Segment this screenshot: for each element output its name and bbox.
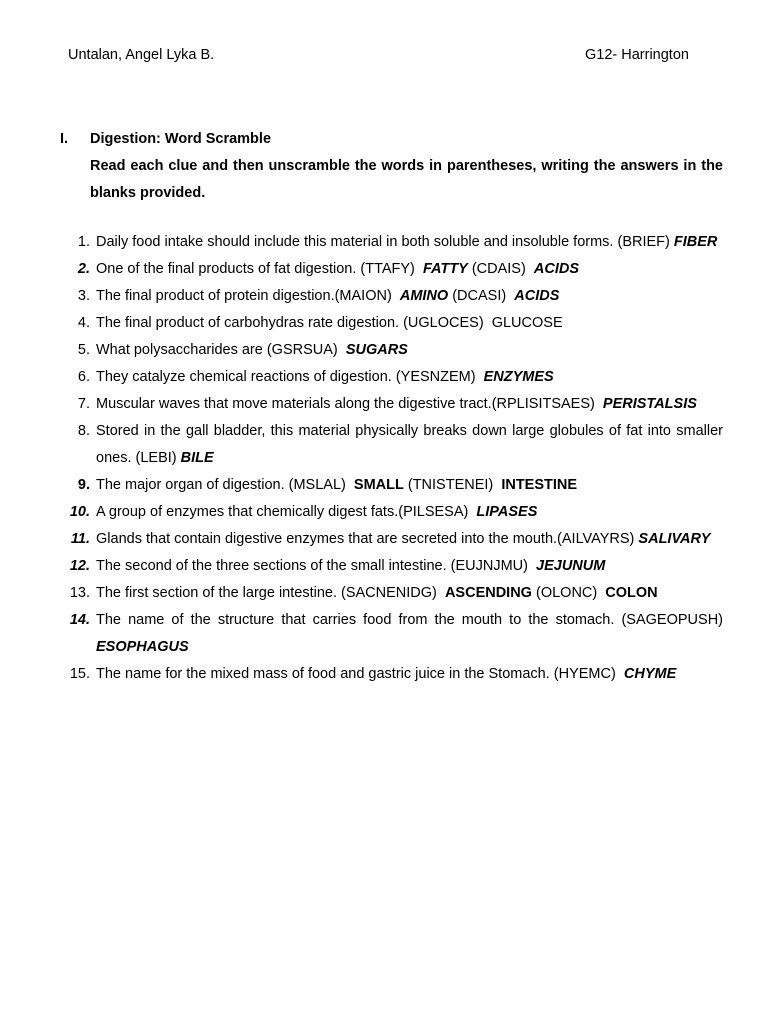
question-number: 6. [77, 369, 90, 385]
question-answer: ENZYMES [483, 369, 554, 385]
question-answer: SALIVARY [638, 531, 711, 547]
question-clue: The second of the three sections of the small intestine. (EUJNJMU) [96, 558, 528, 574]
question-item [60, 607, 723, 661]
question-number: 12. [69, 558, 90, 574]
question-answer: CHYME [623, 666, 677, 682]
question-scramble: (DCASI) [452, 288, 507, 304]
question-clue: Daily food intake should include this material in both soluble and insoluble forms. (BRIEF) [96, 234, 670, 250]
question-clue: What polysaccharides are (GSRSUA) [96, 342, 338, 358]
section-heading [60, 126, 723, 207]
section-title: Digestion: Word Scramble [90, 131, 272, 147]
section-numeral: I. [60, 131, 69, 147]
question-clue: The final product of protein digestion.(MAION) [96, 288, 392, 304]
question-answer: ACIDS [514, 288, 560, 304]
question-answer: AMINO [399, 288, 449, 304]
question-answer: FATTY [422, 261, 468, 277]
question-item [60, 364, 723, 391]
question-answer: SMALL [353, 477, 404, 493]
question-item [60, 526, 723, 553]
question-number: 13. [69, 585, 90, 601]
question-scramble: (CDAIS) [471, 261, 526, 277]
question-answer: ASCENDING [444, 585, 532, 601]
question-number: 2. [77, 261, 90, 277]
question-answer: COLON [605, 585, 658, 601]
question-item [60, 499, 723, 526]
question-item [60, 283, 723, 310]
question-number: 1. [77, 234, 90, 250]
question-answer: BILE [180, 450, 214, 466]
section-instructions: Read each clue and then unscramble the words in parentheses, writing the answers in the blanks provided. [90, 158, 723, 201]
question-answer: JEJUNUM [536, 558, 606, 574]
question-item [60, 661, 723, 688]
question-clue: One of the final products of fat digestion. (TTAFY) [96, 261, 415, 277]
question-number: 8. [77, 423, 90, 439]
question-item [60, 418, 723, 472]
student-name: Untalan, Angel Lyka B. [68, 47, 215, 63]
question-answer: ESOPHAGUS [96, 639, 189, 655]
question-item [60, 391, 723, 418]
question-number: 10. [69, 504, 90, 520]
question-number: 11. [70, 531, 90, 547]
question-number: 5. [77, 342, 90, 358]
question-item [60, 256, 723, 283]
question-clue: The first section of the large intestine. (SACNENIDG) [96, 585, 437, 601]
question-answer: PERISTALSIS [602, 396, 697, 412]
question-item [60, 472, 723, 499]
question-answer: ACIDS [533, 261, 579, 277]
question-clue: Glands that contain digestive enzymes that are secreted into the mouth.(AILVAYRS) [96, 531, 635, 547]
question-number: 15. [69, 666, 90, 682]
question-item [60, 553, 723, 580]
question-clue: The name for the mixed mass of food and gastric juice in the Stomach. (HYEMC) [96, 666, 616, 682]
question-scramble: (OLONC) [536, 585, 598, 601]
question-number: 9. [77, 477, 90, 493]
question-clue: A group of enzymes that chemically digest fats.(PILSESA) [96, 504, 469, 520]
question-answer: FIBER [673, 234, 718, 250]
question-answer: INTESTINE [501, 477, 578, 493]
question-number: 3. [77, 288, 90, 304]
question-answer: LIPASES [476, 504, 538, 520]
question-item [60, 337, 723, 364]
question-number: 14. [69, 612, 90, 628]
question-clue: The final product of carbohydras rate digestion. (UGLOCES) [96, 315, 484, 331]
question-answer: SUGARS [345, 342, 408, 358]
question-clue: The major organ of digestion. (MSLAL) [96, 477, 346, 493]
question-number: 4. [77, 315, 90, 331]
question-clue: The name of the structure that carries food from the mouth to the stomach. (SAGEOPUSH) [96, 612, 723, 628]
question-clue: Stored in the gall bladder, this material physically breaks down large globules of fat into smaller ones. (LEBI) [96, 423, 723, 466]
question-item [60, 310, 723, 337]
question-clue: They catalyze chemical reactions of digestion. (YESNZEM) [96, 369, 476, 385]
question-number: 7. [77, 396, 90, 412]
question-scramble: (TNISTENEI) [407, 477, 494, 493]
student-section: G12- Harrington [585, 47, 689, 63]
question-clue: Muscular waves that move materials along the digestive tract.(RPLISITSAES) [96, 396, 595, 412]
question-answer: GLUCOSE [491, 315, 563, 331]
question-list [60, 229, 723, 688]
question-item [60, 580, 723, 607]
question-item [60, 229, 723, 256]
